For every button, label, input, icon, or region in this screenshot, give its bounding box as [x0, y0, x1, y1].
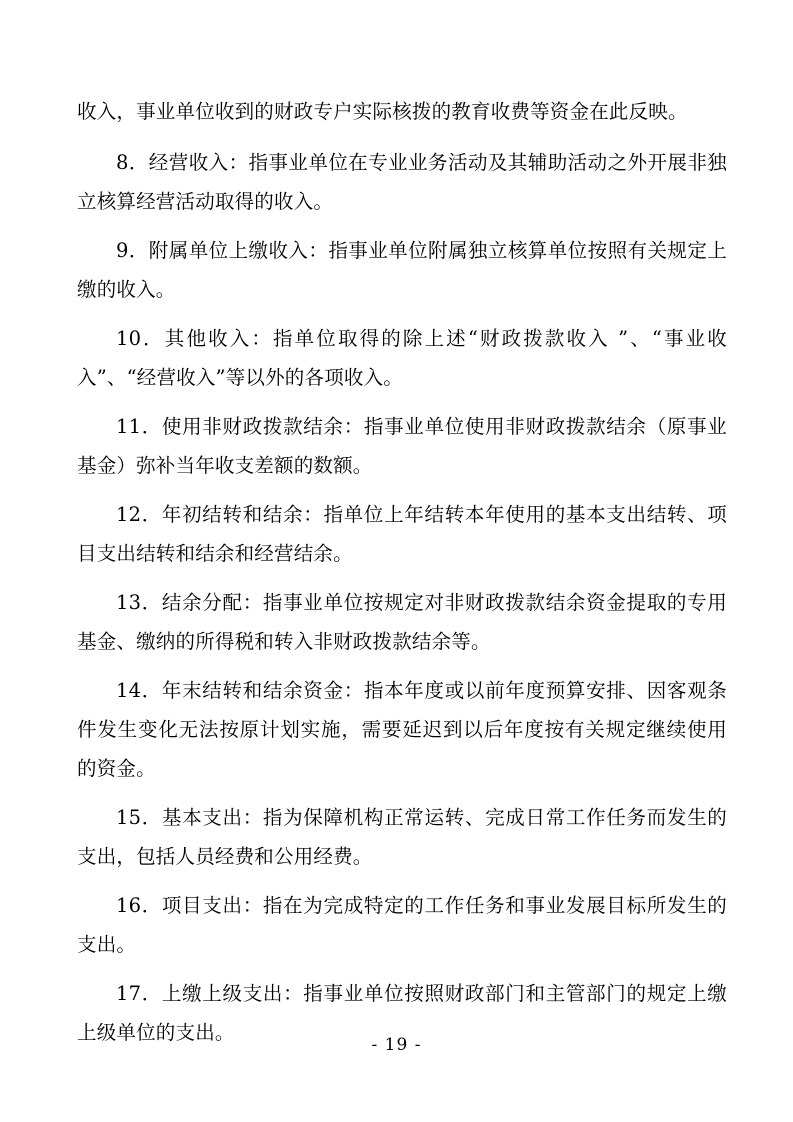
- paragraph-item-9: 9．附属单位上缴收入：指事业单位附属独立核算单位按照有关规定上缴的收入。: [77, 239, 727, 301]
- page-number: - 19 -: [371, 1035, 422, 1055]
- paragraph-item-14: 14．年末结转和结余资金：指本年度或以前年度预算安排、因客观条件发生变化无法按原计划实施，需要延迟到以后年度按有关规定继续使用的资金。: [77, 679, 727, 780]
- paragraph-continuation: 收入，事业单位收到的财政专户实际核拨的教育收费等资金在此反映。: [77, 100, 688, 123]
- paragraph-item-13: 13．结余分配：指事业单位按规定对非财政拨款结余资金提取的专用基金、缴纳的所得税和转入非财政拨款结余等。: [77, 591, 727, 653]
- paragraph-item-11: 11．使用非财政拨款结余：指事业单位使用非财政拨款结余（原事业基金）弥补当年收支差额的数额。: [77, 415, 727, 477]
- paragraph-item-10: 10．其他收入：指单位取得的除上述“财政拨款收入 ”、“事业收入”、“经营收入”等以外的各项收入。: [77, 327, 727, 389]
- paragraph-item-15: 15．基本支出：指为保障机构正常运转、完成日常工作任务而发生的支出，包括人员经费和公用经费。: [77, 806, 727, 868]
- paragraph-item-17: 17．上缴上级支出：指事业单位按照财政部门和主管部门的规定上缴上级单位的支出。: [77, 982, 727, 1044]
- paragraph-item-8: 8．经营收入：指事业单位在专业业务活动及其辅助活动之外开展非独立核算经营活动取得的收入。: [77, 151, 727, 213]
- paragraph-item-12: 12．年初结转和结余：指单位上年结转本年使用的基本支出结转、项目支出结转和结余和经营结余。: [77, 503, 727, 565]
- paragraph-item-16: 16．项目支出：指在为完成特定的工作任务和事业发展目标所发生的支出。: [77, 894, 727, 956]
- document-body: [77, 92, 727, 1062]
